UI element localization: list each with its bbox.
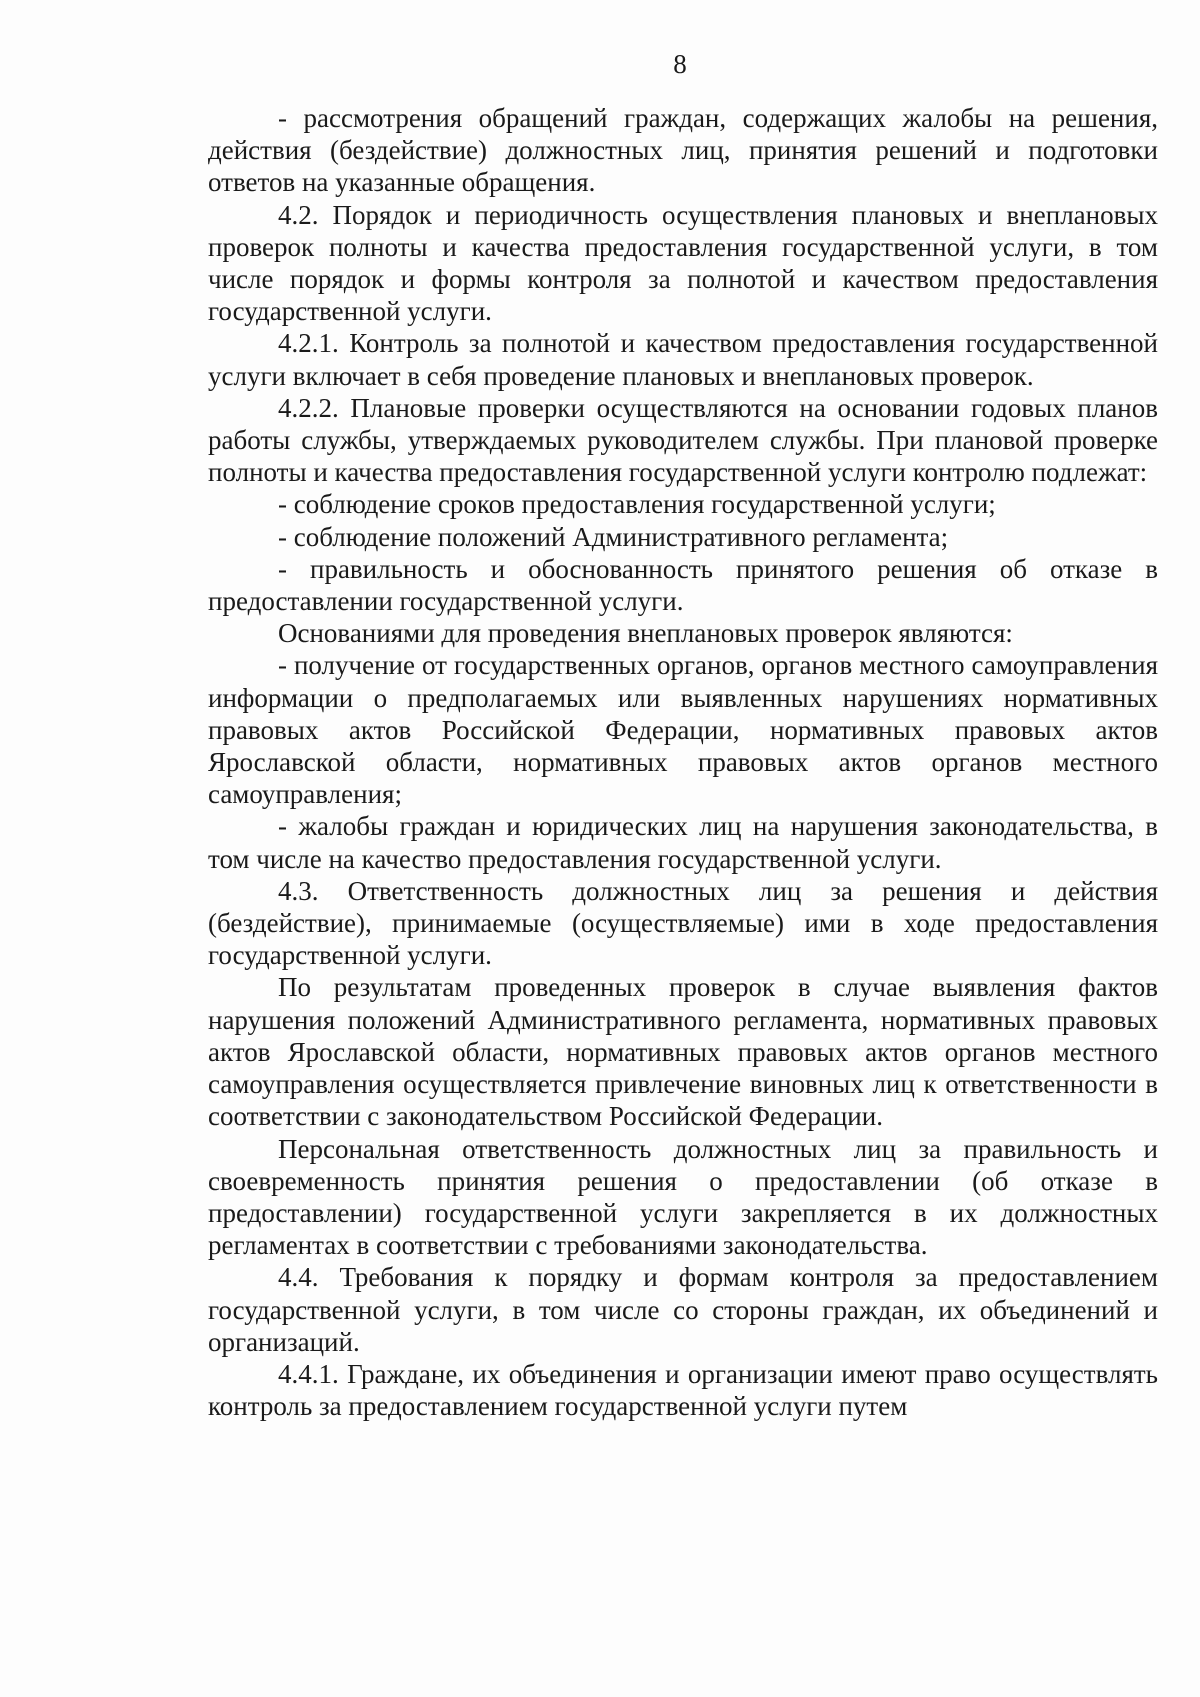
- paragraph: 4.4. Требования к порядку и формам контроля за предоставлением государственной услуги, в том числе со стороны граждан, их объединений и организаций.: [208, 1262, 1158, 1357]
- paragraph: 4.4.1. Граждане, их объединения и организации имеют право осуществлять контроль за предоставлением государственной услуги путем: [208, 1358, 1158, 1422]
- paragraph: - рассмотрения обращений граждан, содержащих жалобы на решения, действия (бездействие) должностных лиц, принятия решений и подготовки ответов на указанные обращения.: [208, 103, 1158, 198]
- paragraph: - соблюдение положений Административного регламента;: [278, 521, 949, 552]
- paragraph: 4.3. Ответственность должностных лиц за решения и действия (бездействие), принимаемые (осуществляемые) ими в ходе предоставления государственной услуги.: [208, 875, 1158, 971]
- paragraph: - жалобы граждан и юридических лиц на нарушения законодательства, в том числе на качество предоставления государственной услуги.: [208, 811, 1158, 874]
- paragraph: 4.2.1. Контроль за полнотой и качеством предоставления государственной услуги включает в себя проведение плановых и внеплановых проверок.: [208, 328, 1158, 391]
- paragraph: - получение от государственных органов, органов местного самоуправления информации о предполагаемых или выявленных нарушениях нормативных правовых актов Российской Федерации, нормативных правовых актов Ярославской области, нормативных правовых актов органов местного самоуправления;: [208, 650, 1158, 810]
- paragraph: Персональная ответственность должностных лиц за правильность и своевременность принятия решения о предоставлении (об отказе в предоставлении) государственной услуги закрепляется в их должностных регламентах в соответствии с требованиями законодательства.: [208, 1133, 1158, 1261]
- paragraph: - правильность и обоснованность принятого решения об отказе в предоставлении государственной услуги.: [208, 553, 1158, 617]
- document-body: [208, 102, 1158, 1422]
- page-number: 8: [673, 49, 687, 79]
- paragraph: 4.2. Порядок и периодичность осуществления плановых и внеплановых проверок полноты и качества предоставления государственной услуги, в том числе порядок и формы контроля за полнотой и качеством предоставления государственной услуги.: [208, 199, 1158, 327]
- paragraph: Основаниями для проведения внеплановых проверок являются:: [278, 618, 1013, 649]
- paragraph: По результатам проведенных проверок в случае выявления фактов нарушения положений Административного регламента, нормативных правовых актов Ярославской области, нормативных правовых актов органов местного самоуправления осуществляется привлечение виновных лиц к ответственности в соответствии с законодательством Российской Федерации.: [208, 972, 1158, 1132]
- paragraph: - соблюдение сроков предоставления государственной услуги;: [278, 489, 996, 520]
- paragraph: 4.2.2. Плановые проверки осуществляются на основании годовых планов работы службы, утверждаемых руководителем службы. При плановой проверке полноты и качества предоставления государственной услуги контролю подлежат:: [208, 392, 1158, 488]
